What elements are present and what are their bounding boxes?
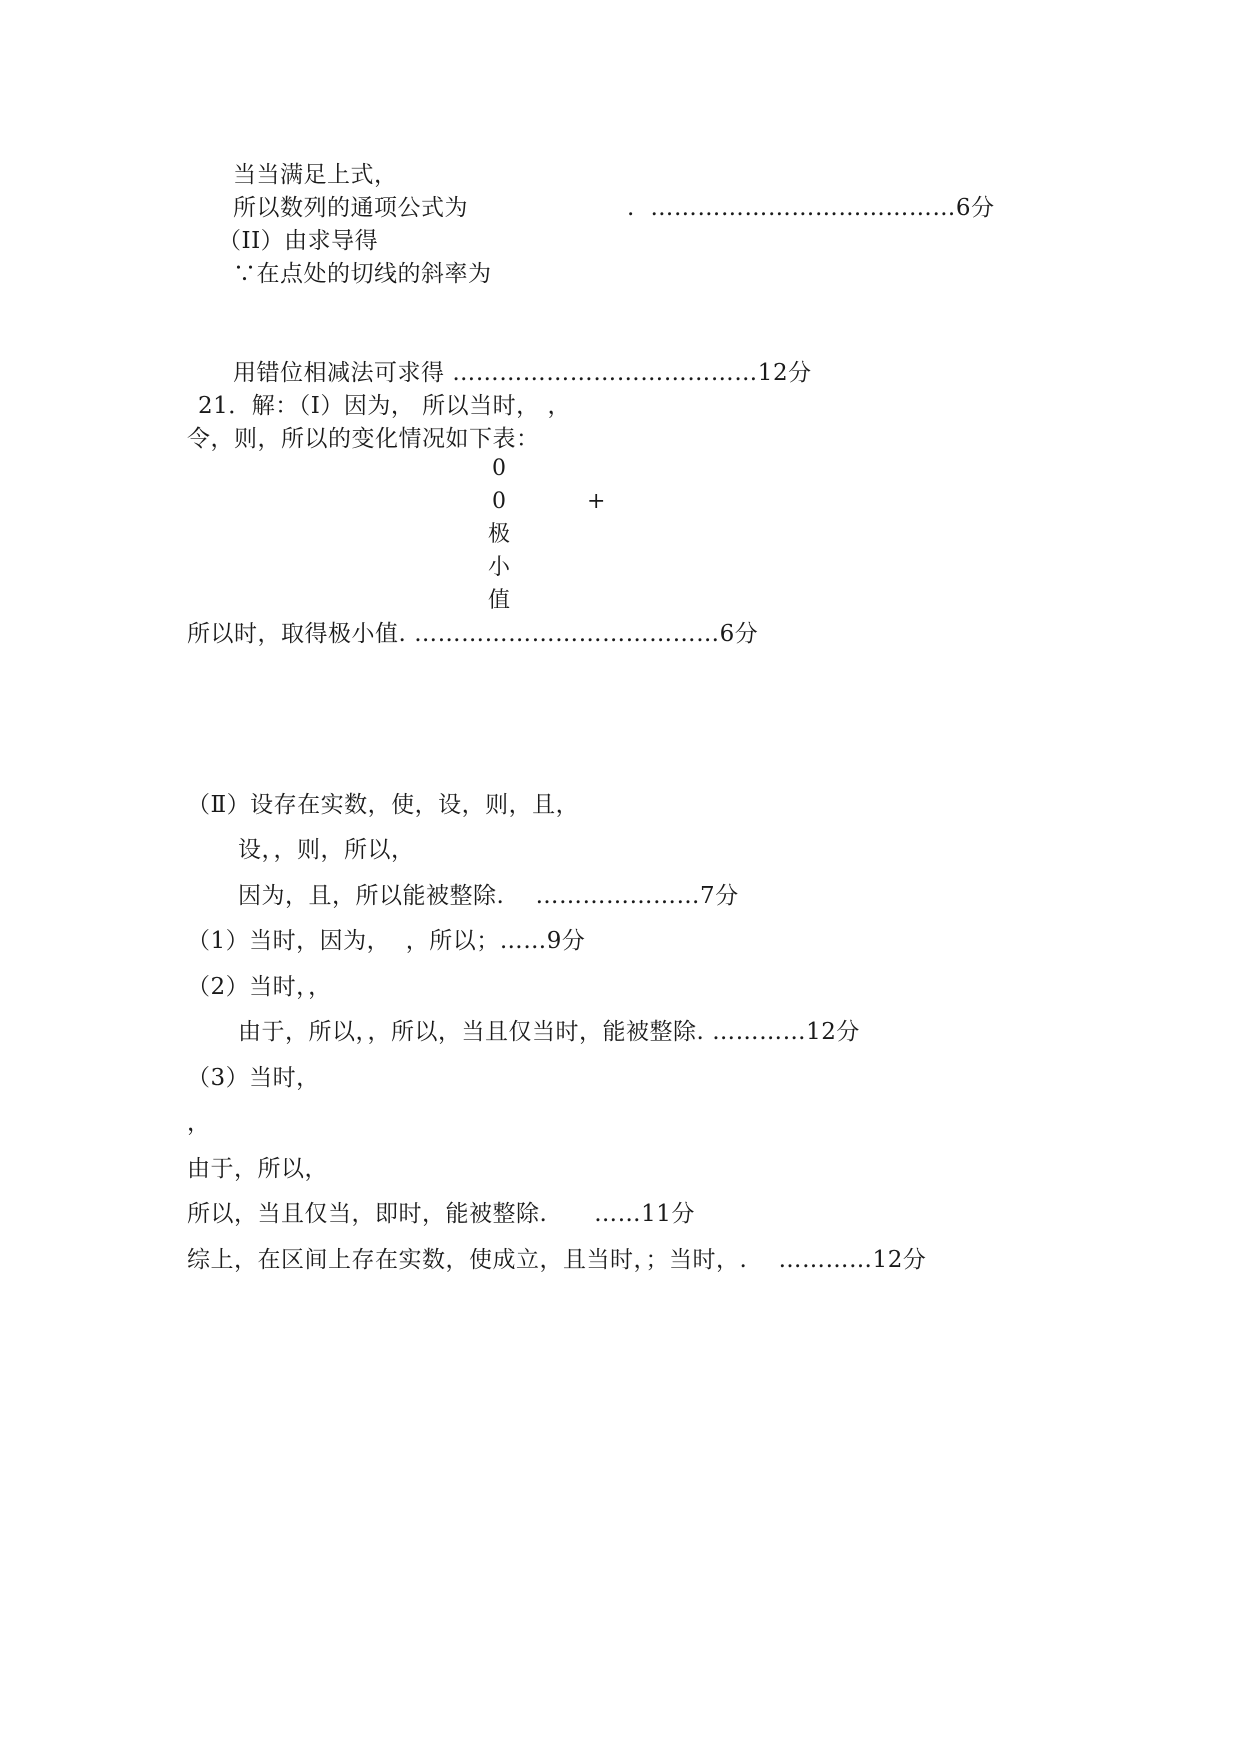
text-line: 当当满足上式， (233, 162, 398, 188)
score-marker: . …………………………………6分 (627, 195, 995, 221)
text-line: 用错位相减法可求得 …………………………………12分 (233, 360, 812, 386)
table-cell: + (587, 489, 606, 514)
text-line: （Ⅱ）设存在实数，使，设，则，且， (187, 792, 580, 818)
table-cell: 小 (488, 555, 511, 580)
text-line: 21．解：（I）因为， 所以当时， ， (198, 393, 571, 419)
text-line: 综上，在区间上存在实数，使成立，且当时，；当时，. …………12分 (187, 1247, 927, 1273)
text-line: 所以，当且仅当，即时，能被整除. ……11分 (187, 1201, 695, 1227)
text-line: 由于，所以，，所以，当且仅当时，能被整除. …………12分 (238, 1019, 860, 1045)
text-line: （II）由求导得 (218, 228, 379, 254)
text-line: 令，则，所以的变化情况如下表： (187, 426, 540, 452)
table-cell: 0 (492, 489, 506, 514)
text-line: 所以数列的通项公式为 (233, 195, 468, 221)
text-line: （1）当时，因为， ，所以；……9分 (187, 928, 586, 954)
text-line: 设，，则，所以， (238, 837, 415, 863)
table-cell: 0 (492, 456, 506, 481)
text-line: 因为，且，所以能被整除. …………………7分 (238, 883, 739, 909)
text-line: 所以时，取得极小值. …………………………………6分 (187, 621, 759, 647)
text-line: ∵在点处的切线的斜率为 (233, 261, 492, 287)
table-cell: 极 (488, 522, 511, 547)
text-line: （3）当时， (187, 1065, 320, 1091)
text-line: （2）当时，， (187, 974, 332, 1000)
text-line: ， (187, 1110, 211, 1136)
text-line: 由于，所以， (187, 1156, 328, 1182)
table-cell: 值 (488, 588, 511, 613)
